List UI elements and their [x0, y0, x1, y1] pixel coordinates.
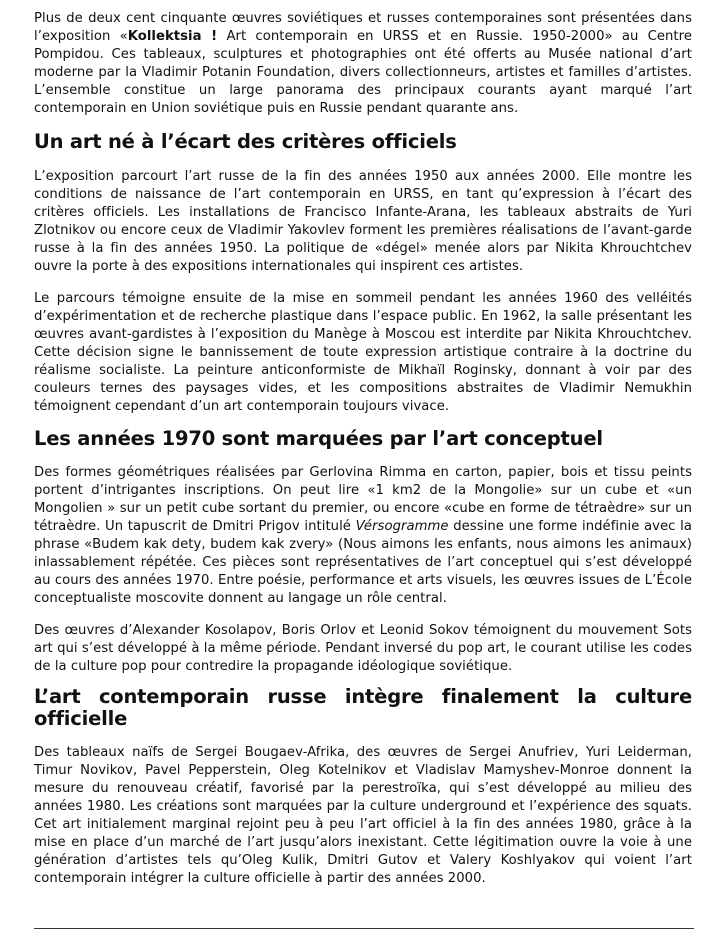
section-heading-2: Les années 1970 sont marquées par l’art conceptuel	[34, 427, 603, 450]
section-heading-3: L’art contemporain russe intègre finalement la culture officielle	[34, 685, 692, 730]
section-3-paragraph-1: Des tableaux naïfs de Sergei Bougaev-Afrika, des œuvres de Sergei Anufriev, Yuri Leiderman, Timur Novikov, Pavel Pepperstein, Oleg Kotelnikov et Vladislav Mamyshev-Monroe donnent la mesure du renouveau créatif, favorisé par la perestroïka, qui s’est développé au milieu des années 1980. Les créations sont marquées par la culture underground et l’expérience des squats. Cet art initialement marginal rejoint peu à peu l’art officiel à la fin des années 1980, grâce à la mise en place d’un marché de l’art jusqu’alors inexistant. Cette légitimation ouvre la voie à une génération d’artistes tels qu’Oleg Kulik, Dmitri Gutov et Valery Koshlyakov qui voient l’art contemporain intégrer la culture officielle à partir des années 2000.	[34, 745, 692, 886]
article-body	[34, 10, 692, 888]
section-heading-1: Un art né à l’écart des critères officiels	[34, 130, 457, 153]
intro-text-end: Art contemporain en URSS et en Russie. 1950-2000» au Centre Pompidou. Ces tableaux, sculptures et photographies ont été offerts au Musée national d’art moderne par la Vladimir Potanin Foundation, divers collectionneurs, artistes et familles d’artistes. L’ensemble constitue un large panorama des principaux courants ayant marqué l’art contemporain en Union soviétique puis en Russie pendant quarante ans.	[34, 29, 692, 116]
section-2-paragraph-1-end: dessine une forme indéfinie avec la phrase «Budem kak dety, budem kak zvery» (Nous aimons les enfants, nous aimons les animaux) inlassablement répétée. Ces pièces sont représentatives de l’art conceptuel qui s’est développé au cours des années 1970. Entre poésie, performance et arts visuels, les œuvres issues de L’École conceptualiste moscovite donnent au langage un rôle central.	[34, 519, 692, 606]
exhibition-title-bold: Kollektsia !	[127, 29, 218, 44]
section-1-paragraph-2: Le parcours témoigne ensuite de la mise en sommeil pendant les années 1960 des velléités d’expérimentation et de recherche plastique dans l’espace public. En 1962, la salle présentant les œuvres avant-gardistes à l’exposition du Manège à Moscou est interdite par Nikita Khrouchtchev. Cette décision signe le bannissement de toute expression artistique contraire à la doctrine du réalisme socialiste. La peinture anticonformiste de Mikhaïl Roginsky, donnant à voir par des couleurs ternes des paysages vides, et les compositions abstraites de Vladimir Nemukhin témoignent cependant d’un art contemporain toujours vivace.	[34, 291, 692, 414]
intro-paragraph	[34, 10, 692, 118]
section-2-paragraph-1	[34, 464, 692, 608]
section-1-paragraph-1: L’exposition parcourt l’art russe de la fin des années 1950 aux années 2000. Elle montre les conditions de naissance de l’art contemporain en URSS, en tant qu’expression à l’écart des critères officiels. Les installations de Francisco Infante-Arana, les tableaux abstraits de Yuri Zlotnikov ou encore ceux de Vladimir Yakovlev forment les premières réalisations de l’avant-garde russe à la fin des années 1950. La politique de «dégel» menée alors par Nikita Khrouchtchev ouvre la porte à des expositions internationales qui inspirent ces artistes.	[34, 169, 692, 274]
section-2-paragraph-2: Des œuvres d’Alexander Kosolapov, Boris Orlov et Leonid Sokov témoignent du mouvement Sots art qui s’est développé à la même période. Pendant inversé du pop art, le courant utilise les codes de la culture pop pour contredire la propagande idéologique soviétique.	[34, 623, 692, 674]
intro-text-start: Plus de deux cent cinquante œuvres soviétiques et russes contemporaines sont présentées dans l’exposition «	[34, 11, 692, 44]
section-2-paragraph-1-start: Des formes géométriques réalisées par Gerlovina Rimma en carton, papier, bois et tissu peints portent d’intrigantes inscriptions. On peut lire «1 km2 de la Mongolie» sur un cube et «un Mongolien » sur un petit cube sortant du premier, ou encore «cube en forme de tétraèdre» sur un tétraèdre. Un tapuscrit de Dmitri Prigov intitulé	[34, 465, 692, 534]
bottom-divider	[34, 928, 694, 929]
artwork-title-italic: Vérsogramme	[355, 519, 449, 534]
